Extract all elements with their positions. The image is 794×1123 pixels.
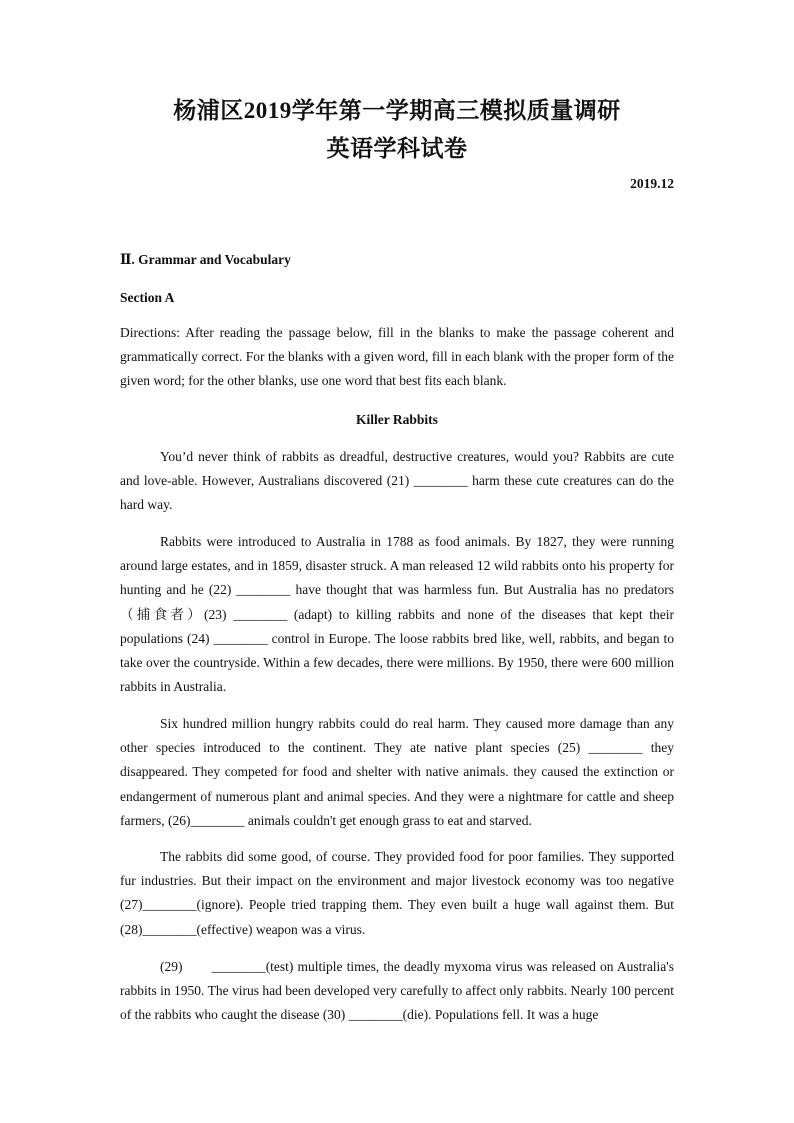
- paragraph-text: You’d never think of rabbits as dreadful, destructive creatures, would you? Rabbits are cute and love-able. However, Australians discovered (21) ________ harm these cute creatures can do the hard way.: [120, 449, 674, 513]
- passage-paragraph-5: [120, 955, 674, 1028]
- paragraph-text: Six hundred million hungry rabbits could do real harm. They caused more damage than any other species introduced to the continent. They ate native plant species (25) ________ they disappeared. They competed for food and shelter with native animals. they caused the extinction or endangerment of numerous plant and animal species. And they were a nightmare for cattle and sheep farmers, (26)________ animals couldn't get enough grass to eat and starved.: [120, 716, 674, 828]
- passage-title: Killer Rabbits: [356, 412, 438, 427]
- exam-subtitle: 英语学科试卷: [326, 136, 468, 161]
- part-heading: Ⅱ. Grammar and Vocabulary: [120, 252, 291, 267]
- passage-paragraph-2: [120, 530, 674, 699]
- exam-title: 杨浦区2019学年第一学期高三模拟质量调研: [173, 98, 621, 123]
- paragraph-text: (29) ________(test) multiple times, the deadly myxoma virus was released on Australia's rabbits in 1950. The virus had been developed very carefully to affect only rabbits. Nearly 100 percent of the rabbits who caught the disease (30) ________(die). Populations fell. It was a huge: [120, 959, 674, 1023]
- section-heading: Section A: [120, 290, 175, 305]
- passage-paragraph-3: [120, 712, 674, 833]
- paragraph-text: The rabbits did some good, of course. They provided food for poor families. They supported fur industries. But their impact on the environment and major livestock economy was too negative (27)________(ignore). People tried trapping them. They even built a huge wall against them. But (28)________(effective) weapon was a virus.: [120, 849, 674, 937]
- passage-paragraph-4: [120, 845, 674, 942]
- directions-text: Directions: After reading the passage below, fill in the blanks to make the passage coherent and grammatically correct. For the blanks with a given word, fill in each blank with the proper form of the given word; for the other blanks, use one word that best fits each blank.: [120, 325, 674, 389]
- paragraph-text: Rabbits were introduced to Australia in 1788 as food animals. By 1827, they were running around large estates, and in 1859, disaster struck. A man released 12 wild rabbits onto his property for hunting and he (22) ________ have thought that was harmless fun. But Australia has no predators（捕食者）(23) ________ (adapt) to killing rabbits and none of the diseases that kept their populations (24) ________ control in Europe. The loose rabbits bred like, well, rabbits, and began to take over the countryside. Within a few decades, there were millions. By 1950, there were 600 million rabbits in Australia.: [120, 534, 674, 695]
- passage-paragraph-1: [120, 445, 674, 518]
- exam-date: 2019.12: [630, 176, 674, 191]
